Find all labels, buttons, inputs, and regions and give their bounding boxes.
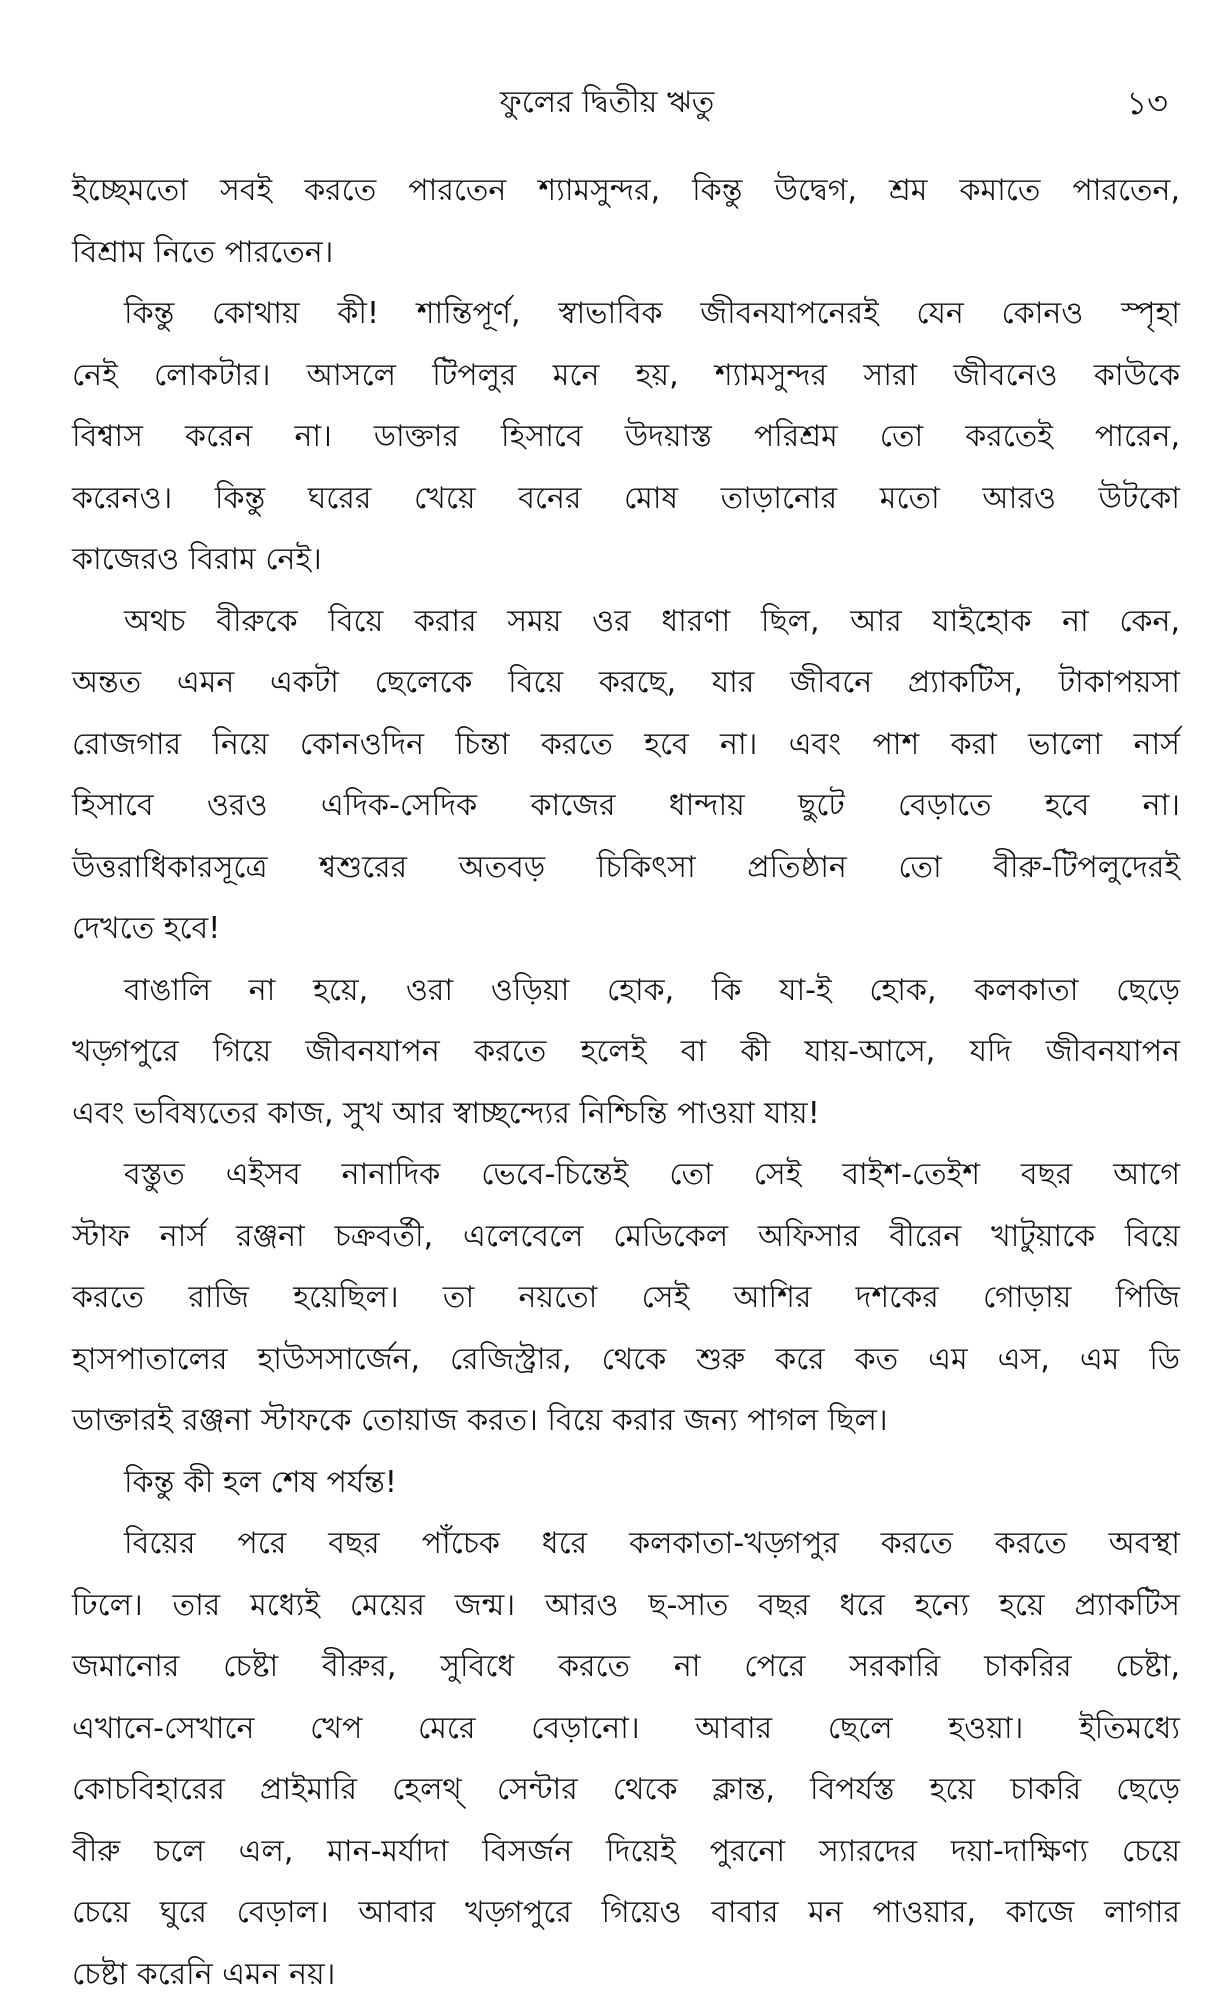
page-header	[0, 78, 1214, 128]
text-line: নেই লোকটার। আসলে টিপলুর মনে হয়, শ্যামসুন্দর সারা জীবনেও কাউকে	[72, 345, 1180, 407]
text-line: ইচ্ছেমতো সবই করতে পারতেন শ্যামসুন্দর, কিন্তু উদ্বেগ, শ্রম কমাতে পারতেন,	[72, 160, 1180, 222]
text-line: এখানে-সেখানে খেপ মেরে বেড়ানো। আবার ছেলে হওয়া। ইতিমধ্যে	[72, 1698, 1180, 1760]
page-number: ১৩	[1126, 78, 1168, 128]
text-line: কোচবিহারের প্রাইমারি হেলথ্ সেন্টার থেকে ক্লান্ত, বিপর্যস্ত হয়ে চাকরি ছেড়ে	[72, 1759, 1180, 1821]
text-line: বীরু চলে এল, মান-মর্যাদা বিসর্জন দিয়েই পুরনো স্যারদের দয়া-দাক্ষিণ্য চেয়ে	[72, 1821, 1180, 1883]
text-line: অন্তত এমন একটা ছেলেকে বিয়ে করছে, যার জীবনে প্র্যাকটিস, টাকাপয়সা	[72, 652, 1180, 714]
text-line: বিশ্বাস করেন না। ডাক্তার হিসাবে উদয়াস্ত পরিশ্রম তো করতেই পারেন,	[72, 406, 1180, 468]
text-line: উত্তরাধিকারসূত্রে শ্বশুরের অতবড় চিকিৎসা প্রতিষ্ঠান তো বীরু-টিপলুদেরই	[72, 837, 1180, 899]
text-line: খড়্গপুরে গিয়ে জীবনযাপন করতে হলেই বা কী যায়-আসে, যদি জীবনযাপন	[72, 1021, 1180, 1083]
text-line: কিন্তু কোথায় কী! শান্তিপূর্ণ, স্বাভাবিক জীবনযাপনেরই যেন কোনও স্পৃহা	[72, 283, 1180, 345]
text-line: জমানোর চেষ্টা বীরুর, সুবিধে করতে না পেরে সরকারি চাকরির চেষ্টা,	[72, 1636, 1180, 1698]
text-line: ডাক্তারই রঞ্জনা স্টাফকে তোয়াজ করত। বিয়ে করার জন্য পাগল ছিল।	[72, 1390, 1180, 1452]
text-line: দেখতে হবে!	[72, 898, 1180, 960]
text-line: বাঙালি না হয়ে, ওরা ওড়িয়া হোক, কি যা-ই হোক, কলকাতা ছেড়ে	[72, 960, 1180, 1022]
text-line: হিসাবে ওরও এদিক-সেদিক কাজের ধান্দায় ছুটে বেড়াতে হবে না।	[72, 775, 1180, 837]
text-line: চেয়ে ঘুরে বেড়াল। আবার খড়্গপুরে গিয়েও বাবার মন পাওয়ার, কাজে লাগার	[72, 1882, 1180, 1944]
body-text	[72, 160, 1180, 2005]
text-line: চেষ্টা করেনি এমন নয়।	[72, 1944, 1180, 2005]
text-line: কিন্তু কী হল শেষ পর্যন্ত!	[72, 1452, 1180, 1514]
text-line: ঢিলে। তার মধ্যেই মেয়ের জন্ম। আরও ছ-সাত বছর ধরে হন্যে হয়ে প্র্যাকটিস	[72, 1575, 1180, 1637]
text-line: কাজেরও বিরাম নেই।	[72, 529, 1180, 591]
text-line: করেনও। কিন্তু ঘরের খেয়ে বনের মোষ তাড়ানোর মতো আরও উটকো	[72, 468, 1180, 530]
text-line: হাসপাতালের হাউসসার্জেন, রেজিস্ট্রার, থেকে শুরু করে কত এম এস, এম ডি	[72, 1329, 1180, 1391]
text-line: বিয়ের পরে বছর পাঁচেক ধরে কলকাতা-খড়্গপুর করতে করতে অবস্থা	[72, 1513, 1180, 1575]
text-line: অথচ বীরুকে বিয়ে করার সময় ওর ধারণা ছিল, আর যাইহোক না কেন,	[72, 591, 1180, 653]
text-line: স্টাফ নার্স রঞ্জনা চক্রবর্তী, এলেবেলে মেডিকেল অফিসার বীরেন খাটুয়াকে বিয়ে	[72, 1206, 1180, 1268]
running-title: ফুলের দ্বিতীয় ঋতু	[0, 78, 1214, 128]
text-line: বিশ্রাম নিতে পারতেন।	[72, 222, 1180, 284]
text-line: বস্তুত এইসব নানাদিক ভেবে-চিন্তেই তো সেই বাইশ-তেইশ বছর আগে	[72, 1144, 1180, 1206]
text-line: রোজগার নিয়ে কোনওদিন চিন্তা করতে হবে না। এবং পাশ করা ভালো নার্স	[72, 714, 1180, 776]
text-line: করতে রাজি হয়েছিল। তা নয়তো সেই আশির দশকের গোড়ায় পিজি	[72, 1267, 1180, 1329]
text-line: এবং ভবিষ্যতের কাজ, সুখ আর স্বাচ্ছন্দ্যের নিশ্চিন্তি পাওয়া যায়!	[72, 1083, 1180, 1145]
